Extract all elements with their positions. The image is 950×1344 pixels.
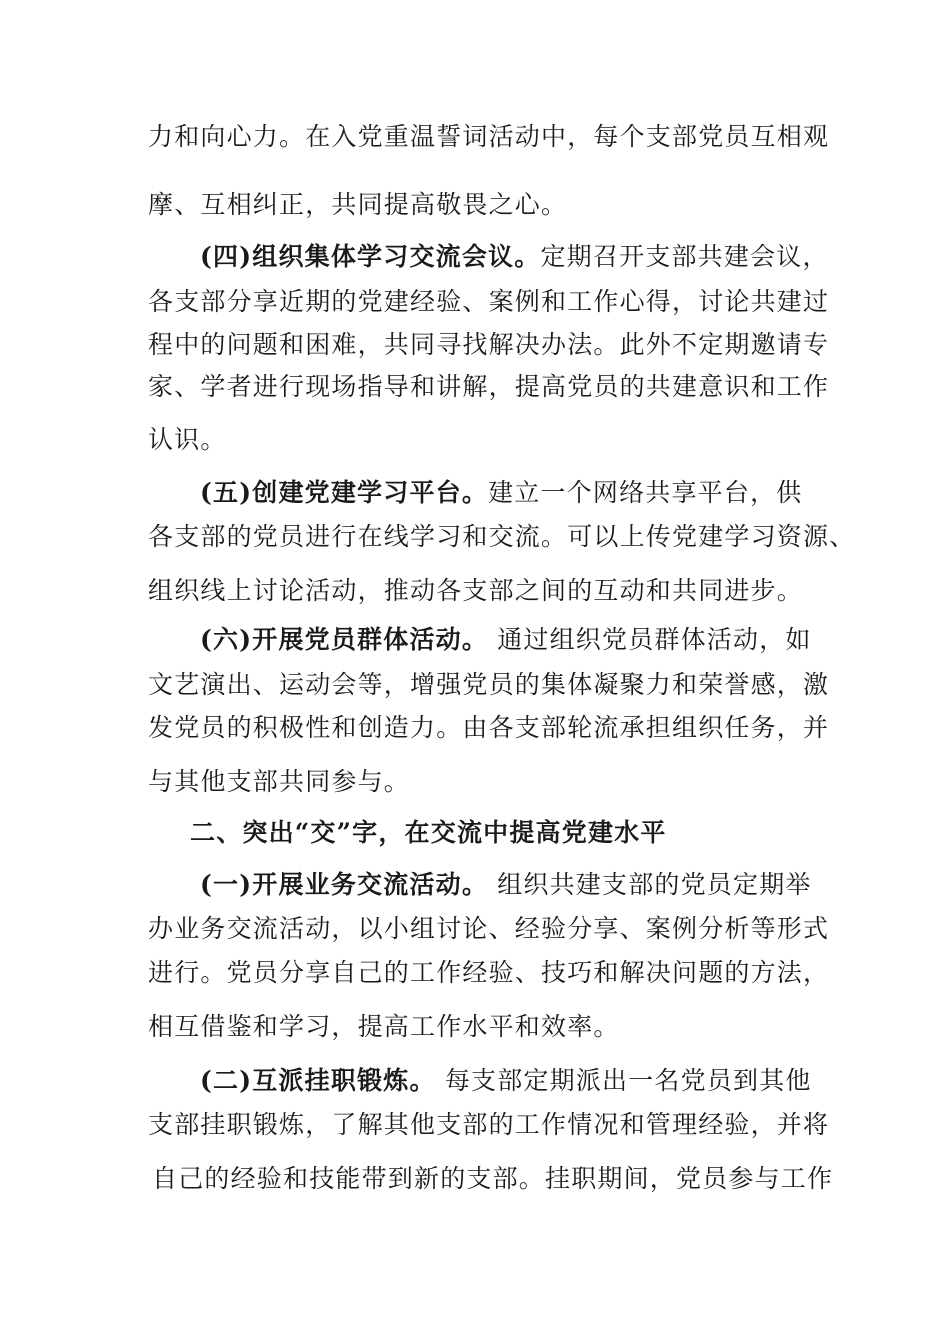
- body-line: 相互借鉴和学习，提高工作水平和效率。: [148, 1012, 620, 1041]
- body-line: 办业务交流活动，以小组讨论、经验分享、案例分析等形式: [148, 914, 830, 943]
- chapter-heading: 二、突出“交”字，在交流中提高党建水平: [190, 818, 667, 847]
- section-four-heading: (四)组织集体学习交流会议。: [200, 242, 541, 271]
- body-line: 认识。: [148, 425, 227, 454]
- body-line: 进行。党员分享自己的工作经验、技巧和解决问题的方法，: [148, 958, 830, 987]
- body-line: 摩、互相纠正，共同提高敬畏之心。: [148, 190, 568, 219]
- section-four-line: (四)组织集体学习交流会议。定期召开支部共建会议，: [200, 242, 829, 271]
- body-line: 文艺演出、运动会等，增强党员的集体凝聚力和荣誉感，激: [148, 670, 830, 699]
- body-line: 与其他支部共同参与。: [148, 767, 411, 796]
- section-two-line: (二)互派挂职锻炼。 每支部定期派出一名党员到其他: [200, 1066, 812, 1095]
- body-line: 家、学者进行现场指导和讲解，提高党员的共建意识和工作: [148, 372, 830, 401]
- section-six-line: (六)开展党员群体活动。 通过组织党员群体活动，如: [200, 625, 812, 654]
- section-two-heading: (二)互派挂职锻炼。: [200, 1066, 436, 1095]
- body-line: 程中的问题和困难，共同寻找解决办法。此外不定期邀请专: [148, 330, 830, 359]
- body-line: 发党员的积极性和创造力。由各支部轮流承担组织任务，并: [148, 713, 830, 742]
- body-line: 力和向心力。在入党重温誓词活动中，每个支部党员互相观: [148, 122, 830, 151]
- body-line: 各支部的党员进行在线学习和交流。可以上传党建学习资源、: [148, 522, 856, 551]
- body-line: 支部挂职锻炼，了解其他支部的工作情况和管理经验，并将: [148, 1110, 830, 1139]
- section-one-line: (一)开展业务交流活动。 组织共建支部的党员定期举: [200, 870, 812, 899]
- section-five-line: (五)创建党建学习平台。建立一个网络共享平台，供: [200, 478, 803, 507]
- section-six-heading: (六)开展党员群体活动。: [200, 625, 489, 654]
- body-line: 组织线上讨论活动，推动各支部之间的互动和共同进步。: [148, 576, 804, 605]
- section-one-heading: (一)开展业务交流活动。: [200, 870, 489, 899]
- body-line: 各支部分享近期的党建经验、案例和工作心得，讨论共建过: [148, 287, 830, 316]
- section-five-heading: (五)创建党建学习平台。: [200, 478, 489, 507]
- body-line: 自己的经验和技能带到新的支部。挂职期间，党员参与工作: [152, 1164, 834, 1193]
